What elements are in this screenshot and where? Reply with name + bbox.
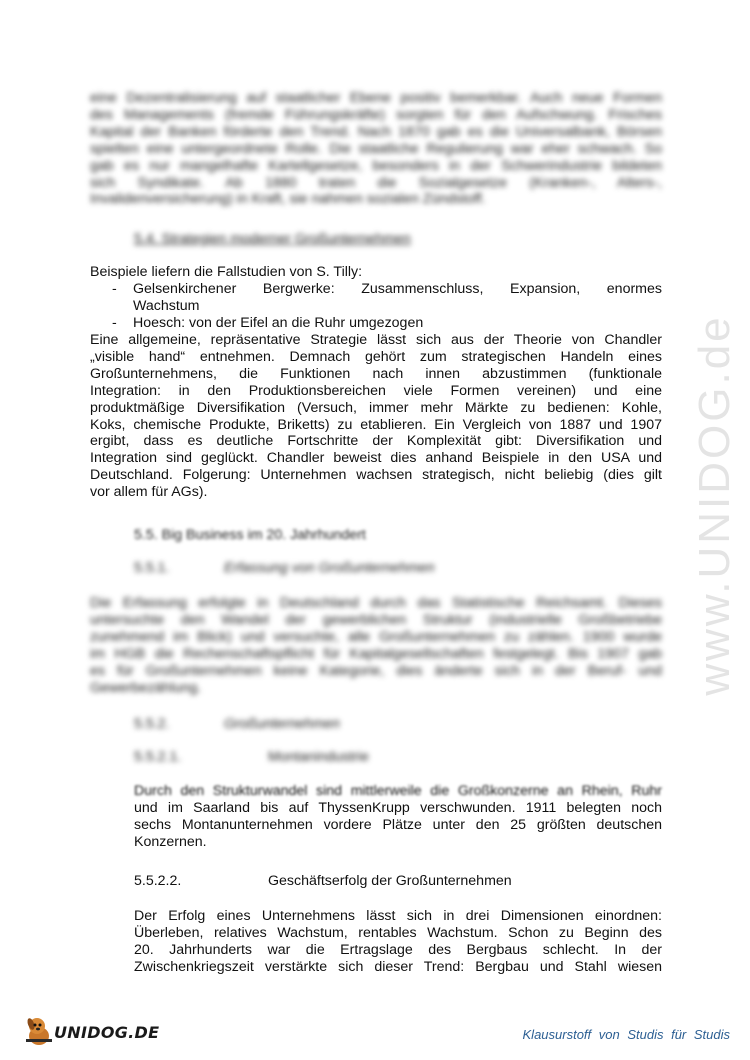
intro-text: Beispiele liefern die Fallstudien von S. Tilly: <box>90 264 363 280</box>
section-heading-5-5: 5.5. Big Business im 20. Jahrhundert <box>134 527 366 543</box>
bullet-list <box>90 281 662 332</box>
section-heading-5-4: 5.4. Strategien moderner Großunternehmen <box>134 231 411 247</box>
blurred-paragraph-5-5-1: Die Erfassung erfolgte in Deutschland durch das Statistische Reichsamt. Dieses untersuchte den Wandel der gewerblichen Struktur (industrielle Großbetriebe zunehmend im Blick) und versuchte, alle Großunternehmen zu zählen. 1900 wurde im HGB die Rechenschaftspflicht für Kapitalgesellschaften festgelegt. Bis 1907 gab es für Großunternehmen keine Kategorie, dies änderte sich in der Beruf- und Gewerbezählung. <box>90 595 662 696</box>
section-heading-5-5-2: 5.5.2. Großunternehmen <box>134 716 340 732</box>
list-item: - Hoesch: von der Eifel an die Ruhr umgezogen <box>112 314 424 331</box>
intro-block <box>90 264 662 332</box>
blurred-top-paragraph: eine Dezentralisierung auf staatlicher Ebene positiv bemerkbar. Auch neue Formen des Managements (fremde Führungskräfte) sorgten für den Aufschwung. Frisches Kapital der Banken förderte den Trend. Nach 1870 gab es die Universalbank, Börsen spielten eine untergeordnete Rolle. Die staatliche Regulierung war eher schwach. So gab es nur mangelhafte Kartellgesetze, besonders in der Schwerindustrie bildeten sich Syndikate. Ab 1880 traten die Sozialgesetze (Kranken-, Alters-, Invalidenversicherung) in Kraft, sie nahmen sozialen Zündstoff. <box>90 90 662 208</box>
footer-slogan: Klausurstoff von Studis für Studis <box>522 1027 730 1042</box>
section-heading-5-5-1: 5.5.1. Erfassung von Großunternehmen <box>134 560 435 576</box>
list-item: - Gelsenkirchener Bergwerke: Zusammenschluss, Expansion, enormes Wachstum <box>112 280 662 314</box>
footer-brand-text: UNIDOG.DE <box>54 1023 160 1042</box>
section-heading-5-5-2-1: 5.5.2.1. Montanindustrie <box>134 749 369 765</box>
paragraph-erfolg: Der Erfolg eines Unternehmens lässt sich in drei Dimensionen einordnen: Überleben, relatives Wachstum, rentables Wachstum. Schon zu Beginn des 20. Jahrhunderts war die Ertragslage des Bergbaus schlecht. In der Zwischenkriegszeit verstärkte sich dieser Trend: Bergbau und Stahl wiesen <box>134 908 662 975</box>
dog-mascot-icon <box>22 1014 56 1048</box>
watermark <box>690 275 740 735</box>
section-heading-5-5-2-2: 5.5.2.2. Geschäftserfolg der Großunternehmen <box>134 873 512 889</box>
footer-logo[interactable] <box>22 1014 162 1050</box>
paragraph-montan: Durch den Strukturwandel sind mittlerweile die Großkonzerne an Rhein, Ruhr und im Saarland bis auf ThyssenKrupp verschwunden. 1911 belegten noch sechs Montanunternehmen vordere Plätze unter den 25 größten deutschen Konzernen. <box>134 783 662 850</box>
paragraph-chandler: Eine allgemeine, repräsentative Strategie lässt sich aus der Theorie von Chandler „visible hand“ entnehmen. Demnach gehört zum strategischen Handeln eines Großunternehmens, die Funktionen nach innen abzustimmen (funktionale Integration: in den Produktionsbereichen viele Formen vereinen) und eine produktmäßige Diversifikation (Versuch, immer mehr Märkte zu bedienen: Kohle, Koks, chemische Produkte, Briketts) zu etablieren. Ein Vergleich von 1887 und 1907 ergibt, dass es deutliche Fortschritte der Komplexität gibt: Diversifikation und Integration sind geglückt. Chandler beweist dies anhand Beispiele in den USA und Deutschland. Folgerung: Unternehmen wachsen strategisch, nicht beliebig (dies gilt vor allem für AGs). <box>90 332 662 501</box>
watermark-text: www.UNIDOG.de <box>690 314 739 696</box>
